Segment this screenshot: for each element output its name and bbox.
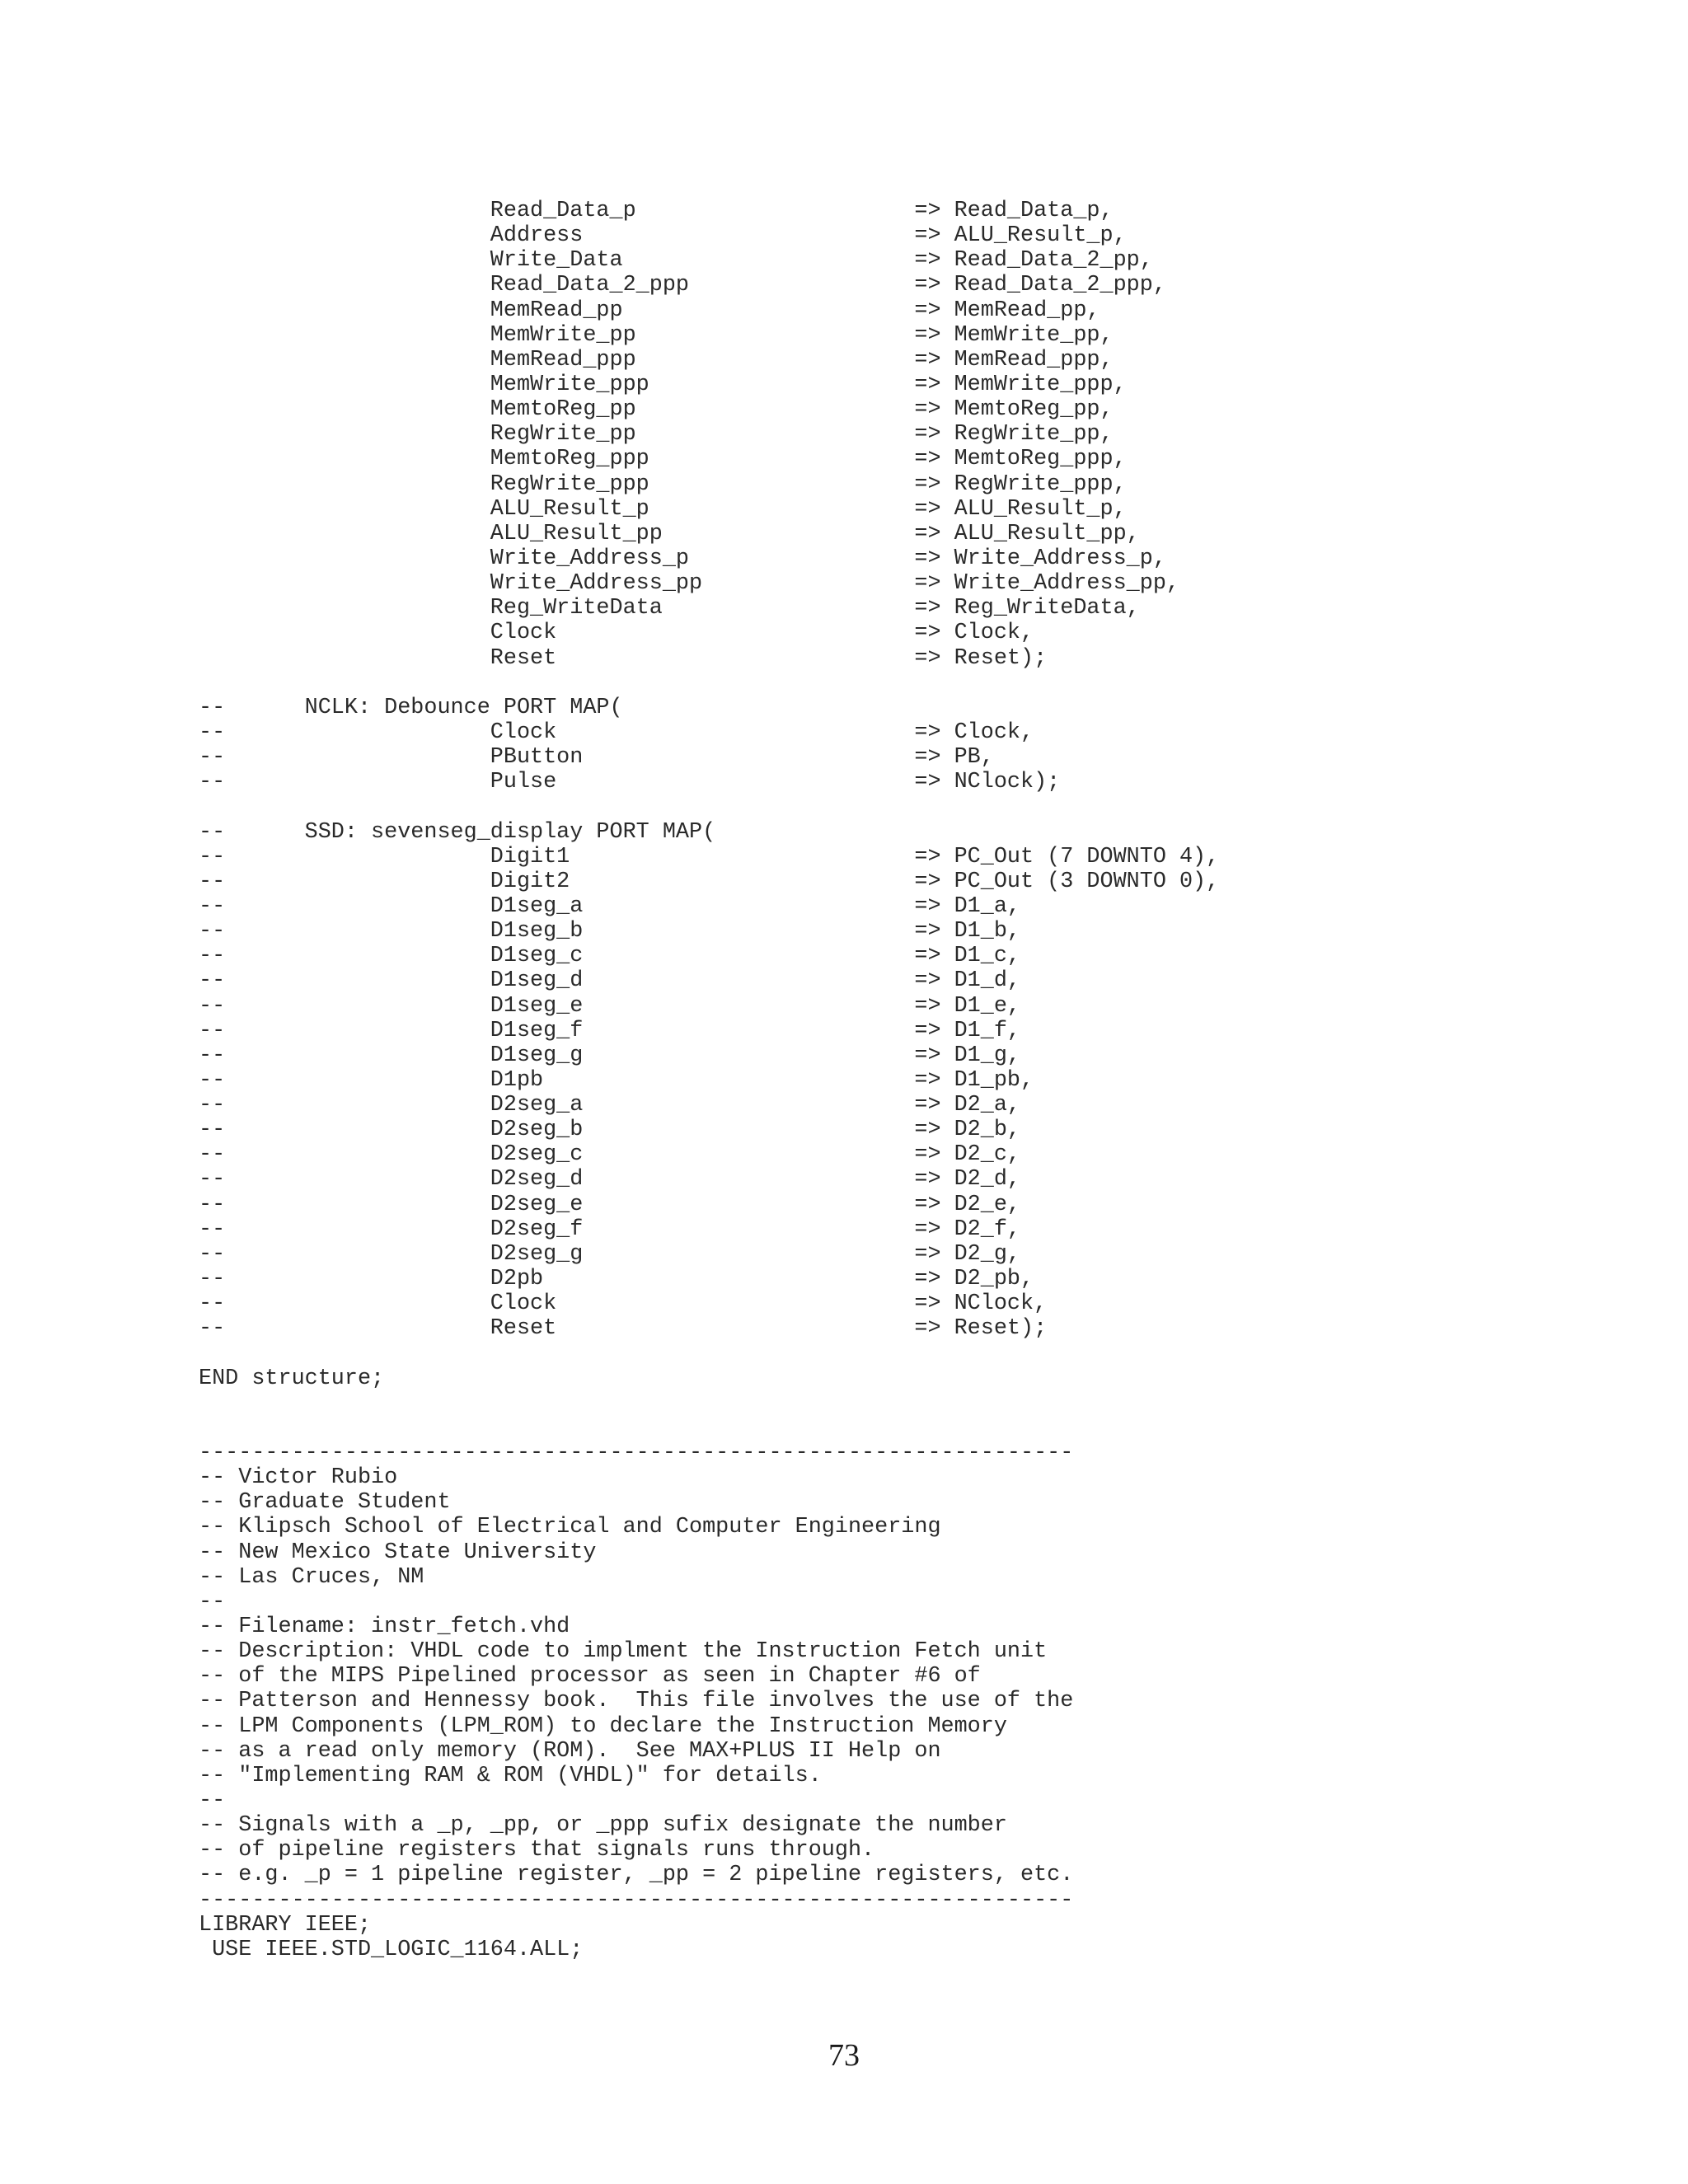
code-line: -- e.g. _p = 1 pipeline register, _pp = 2 pipeline registers, etc. xyxy=(199,1863,1074,1888)
code-line: Clock => Clock, xyxy=(199,621,1034,646)
code-line: Reset => Reset); xyxy=(199,645,1048,671)
code-line xyxy=(199,671,1219,696)
code-line: Reg_WriteData => Reg_WriteData, xyxy=(199,596,1140,621)
code-line: -- SSD: sevenseg_display PORT MAP( xyxy=(199,819,716,845)
code-line: -- Pulse => NClock); xyxy=(199,770,1061,795)
code-line xyxy=(199,1391,1219,1416)
code-line: END structure; xyxy=(199,1366,385,1391)
code-line: -- as a read only memory (ROM). See MAX+PLUS II Help on xyxy=(199,1738,941,1764)
code-line: MemWrite_pp => MemWrite_pp, xyxy=(199,322,1114,348)
code-line: ALU_Result_p => ALU_Result_p, xyxy=(199,496,1127,522)
code-line: -- xyxy=(199,1589,226,1615)
code-line: -- PButton => PB, xyxy=(199,745,994,771)
code-line: -- D1pb => D1_pb, xyxy=(199,1067,1034,1093)
code-line: Write_Address_pp => Write_Address_pp, xyxy=(199,571,1179,597)
code-line: -- "Implementing RAM & ROM (VHDL)" for details. xyxy=(199,1763,822,1788)
code-line xyxy=(199,1416,1219,1441)
code-line: Address => ALU_Result_p, xyxy=(199,223,1127,249)
code-listing xyxy=(199,199,1219,1962)
code-line: -- D2seg_g => D2_g, xyxy=(199,1241,1021,1267)
code-line: MemRead_pp => MemRead_pp, xyxy=(199,298,1100,323)
code-line: -- xyxy=(199,1788,226,1813)
code-line: -- Clock => Clock, xyxy=(199,719,1034,745)
code-line: Write_Data => Read_Data_2_pp, xyxy=(199,248,1153,274)
code-line: MemtoReg_pp => MemtoReg_pp, xyxy=(199,397,1114,423)
code-line: -- Victor Rubio xyxy=(199,1465,398,1491)
code-line: -- of the MIPS Pipelined processor as seen in Chapter #6 of xyxy=(199,1664,981,1690)
code-line: ------------------------------------------------------------------ xyxy=(199,1441,1074,1466)
code-line: -- Digit2 => PC_Out (3 DOWNTO 0), xyxy=(199,869,1220,894)
code-line: MemRead_ppp => MemRead_ppp, xyxy=(199,347,1114,373)
code-line: ALU_Result_pp => ALU_Result_pp, xyxy=(199,521,1140,546)
code-line: -- D1seg_e => D1_e, xyxy=(199,993,1021,1019)
code-line: -- D2seg_c => D2_c, xyxy=(199,1142,1021,1168)
code-line: Read_Data_2_ppp => Read_Data_2_ppp, xyxy=(199,273,1166,298)
code-line: RegWrite_pp => RegWrite_pp, xyxy=(199,422,1114,448)
code-line: ------------------------------------------------------------------ xyxy=(199,1887,1074,1913)
code-line: -- D1seg_a => D1_a, xyxy=(199,893,1021,919)
code-line: -- D1seg_d => D1_d, xyxy=(199,968,1021,994)
code-line: -- D1seg_f => D1_f, xyxy=(199,1018,1021,1043)
code-line: -- D1seg_b => D1_b, xyxy=(199,919,1021,944)
code-line: -- D2seg_f => D2_f, xyxy=(199,1216,1021,1242)
code-line: -- New Mexico State University xyxy=(199,1540,597,1565)
code-line: -- Reset => Reset); xyxy=(199,1316,1048,1342)
code-line: -- Patterson and Hennessy book. This file involves the use of the xyxy=(199,1689,1074,1714)
code-line xyxy=(199,1341,1219,1366)
code-line: -- D2seg_a => D2_a, xyxy=(199,1093,1021,1118)
code-line: MemtoReg_ppp => MemtoReg_ppp, xyxy=(199,447,1127,472)
code-line: Write_Address_p => Write_Address_p, xyxy=(199,546,1166,571)
code-line: MemWrite_ppp => MemWrite_ppp, xyxy=(199,372,1127,397)
code-line: -- Clock => NClock, xyxy=(199,1291,1048,1317)
code-line: -- Description: VHDL code to implment the Instruction Fetch unit xyxy=(199,1639,1048,1665)
code-line: -- Signals with a _p, _pp, or _ppp sufix designate the number xyxy=(199,1813,1007,1839)
code-line xyxy=(199,794,1219,819)
code-line: -- Filename: instr_fetch.vhd xyxy=(199,1615,570,1640)
code-line: LIBRARY IEEE; xyxy=(199,1912,372,1938)
code-line: -- NCLK: Debounce PORT MAP( xyxy=(199,695,623,720)
code-line: -- Digit1 => PC_Out (7 DOWNTO 4), xyxy=(199,844,1220,869)
code-line: RegWrite_ppp => RegWrite_ppp, xyxy=(199,471,1127,497)
code-line: -- Graduate Student xyxy=(199,1490,451,1516)
code-line: -- D1seg_c => D1_c, xyxy=(199,944,1021,969)
code-line: -- of pipeline registers that signals runs through. xyxy=(199,1838,875,1863)
code-line: USE IEEE.STD_LOGIC_1164.ALL; xyxy=(199,1937,584,1962)
code-line: -- D2pb => D2_pb, xyxy=(199,1267,1034,1292)
code-line: -- Klipsch School of Electrical and Computer Engineering xyxy=(199,1515,941,1540)
code-line: -- D2seg_d => D2_d, xyxy=(199,1167,1021,1193)
code-line: -- D2seg_b => D2_b, xyxy=(199,1118,1021,1143)
code-line: Read_Data_p => Read_Data_p, xyxy=(199,199,1114,223)
code-line: -- LPM Components (LPM_ROM) to declare the Instruction Memory xyxy=(199,1713,1007,1739)
code-line: -- Las Cruces, NM xyxy=(199,1564,424,1590)
page-number: 73 xyxy=(828,2038,860,2073)
code-line: -- D2seg_e => D2_e, xyxy=(199,1192,1021,1217)
code-line: -- D1seg_g => D1_g, xyxy=(199,1043,1021,1068)
